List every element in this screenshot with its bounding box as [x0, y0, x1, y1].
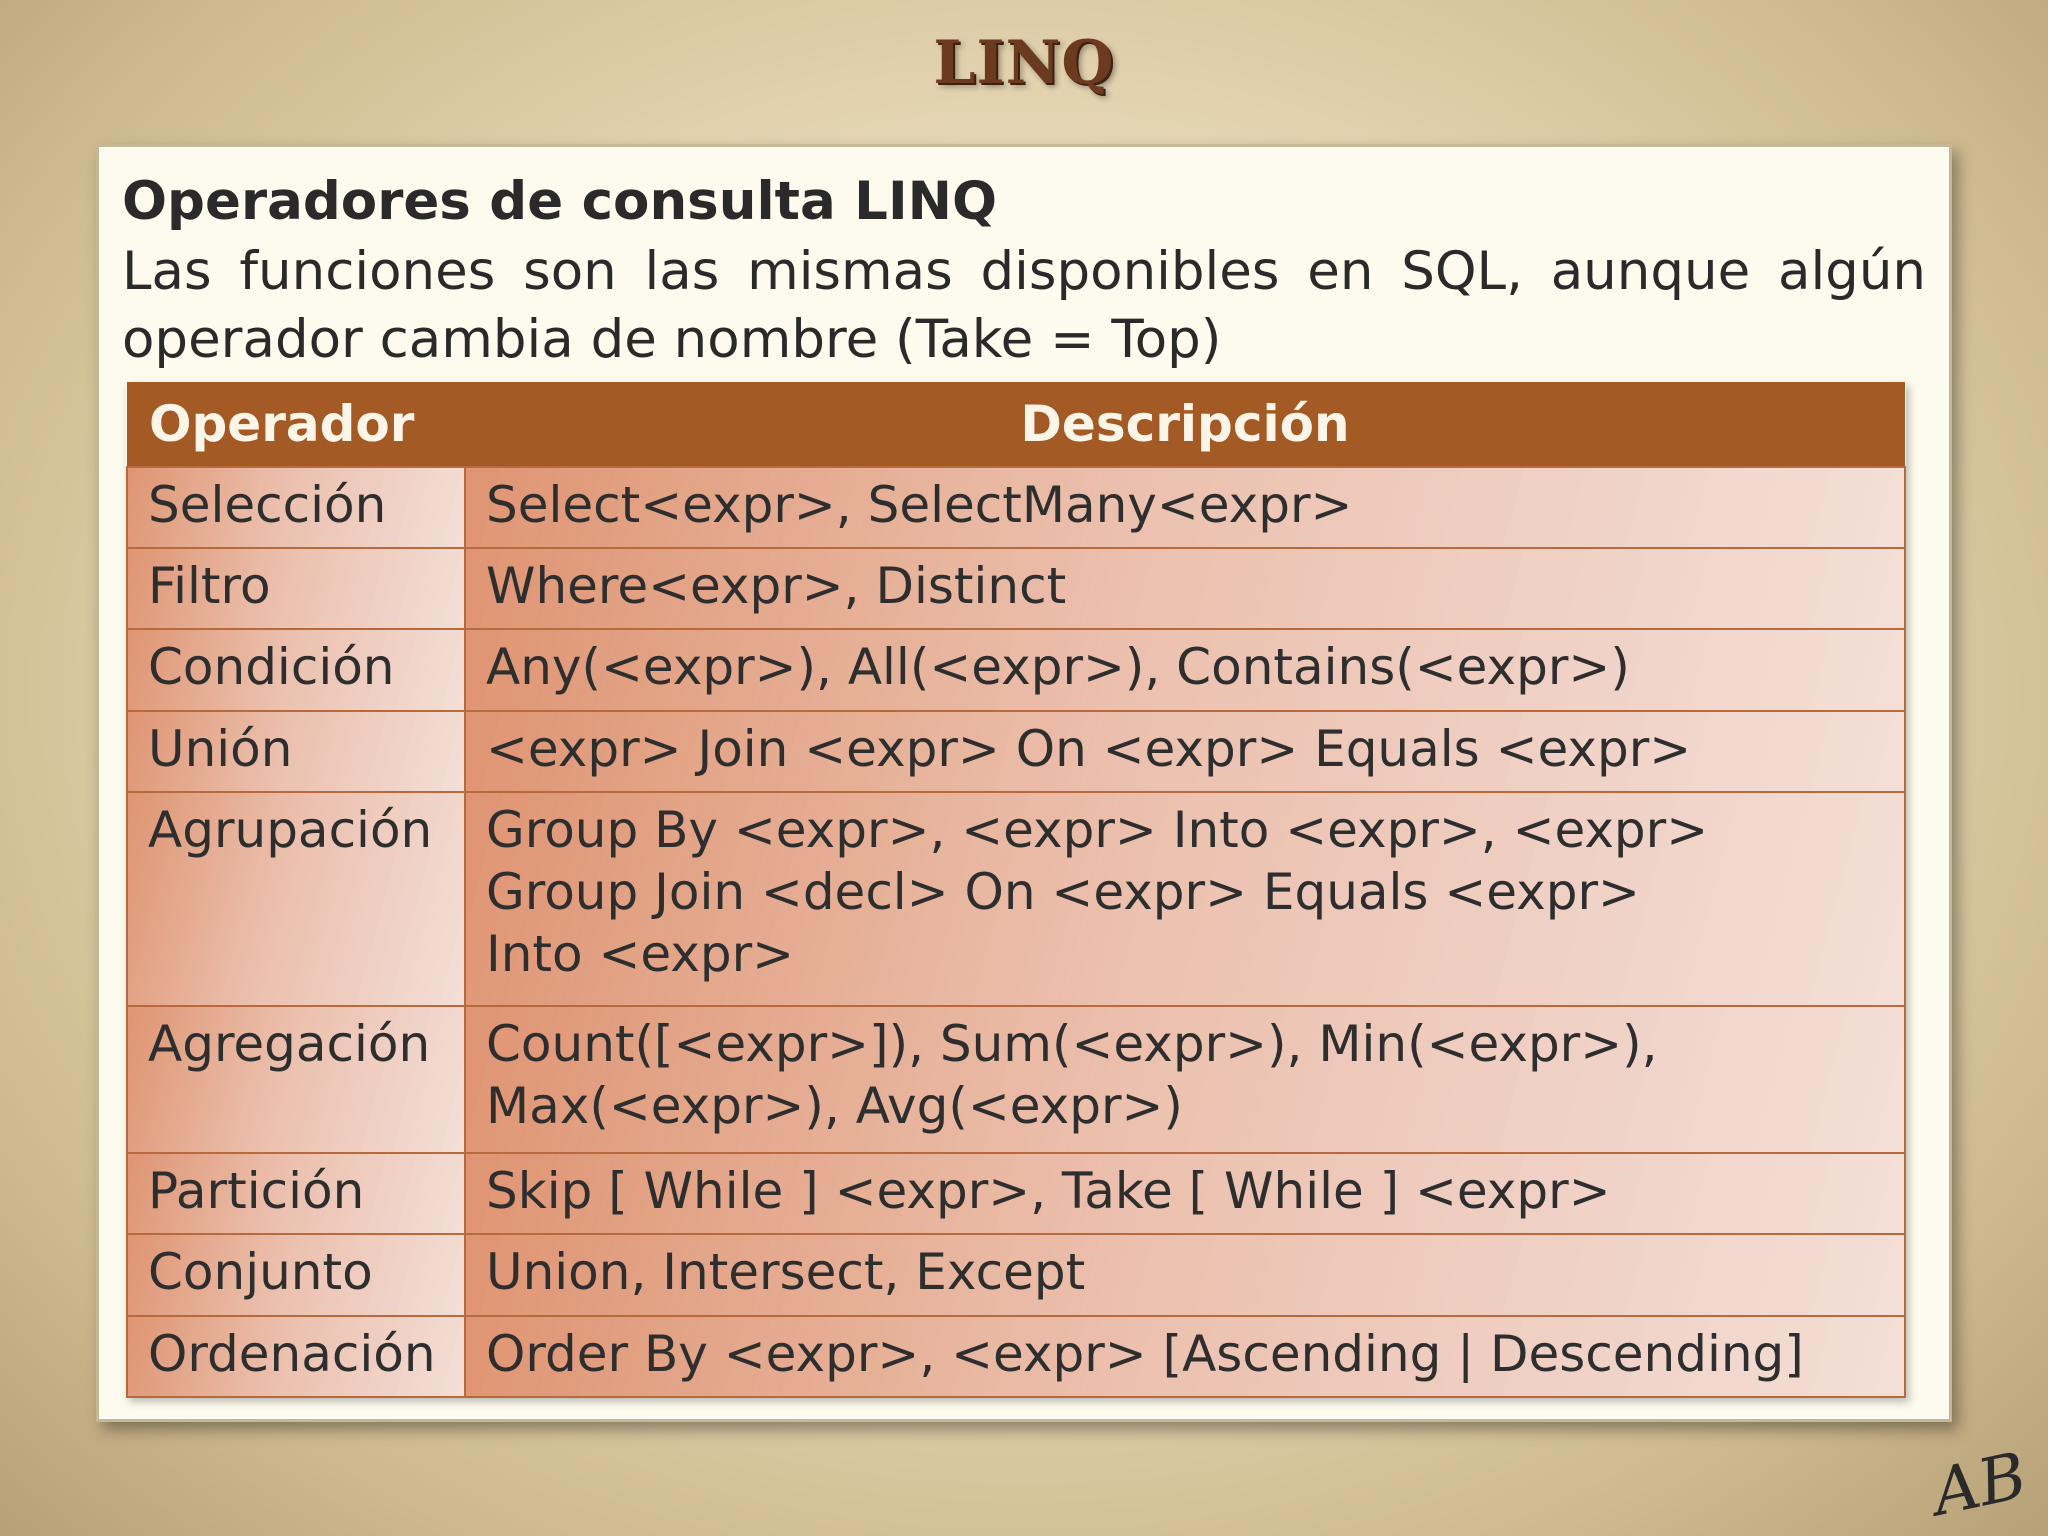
description-cell: [465, 1316, 1905, 1397]
operator-cell: Ordenación: [127, 1316, 465, 1397]
intro-text: Las funciones son las mismas disponibles en SQL, aunque algún operador cambia de nombre (Take = Top): [122, 241, 1926, 370]
operator-cell: Condición: [127, 629, 465, 710]
author-signature: AB: [1926, 1439, 2033, 1531]
operators-table: [126, 382, 1906, 1398]
description-cell: [465, 1234, 1905, 1315]
table-row: [127, 1234, 1905, 1315]
description-line: Into <expr>: [486, 924, 795, 983]
table-row: [127, 792, 1905, 1006]
description-line: <expr> Join <expr> On <expr> Equals <expr>: [486, 719, 1692, 778]
description-cell: [465, 711, 1905, 792]
table-header-row: [127, 382, 1905, 467]
description-line: Group Join <decl> On <expr> Equals <expr>: [486, 862, 1640, 921]
operator-cell: Partición: [127, 1153, 465, 1234]
description-cell: [465, 629, 1905, 710]
header-description: Descripción: [465, 382, 1905, 467]
table-row: [127, 711, 1905, 792]
operator-cell: Unión: [127, 711, 465, 792]
description-cell: [465, 1006, 1905, 1154]
table-row: [127, 1153, 1905, 1234]
slide-title: LINQ: [933, 28, 1115, 98]
description-cell: [465, 467, 1905, 548]
table-row: [127, 1006, 1905, 1154]
operator-cell: Conjunto: [127, 1234, 465, 1315]
table-row: [127, 467, 1905, 548]
operator-cell: Agrupación: [127, 792, 465, 1006]
operator-cell: Selección: [127, 467, 465, 548]
description-line: Count([<expr>]), Sum(<expr>), Min(<expr>),: [486, 1014, 1658, 1073]
description-line: Max(<expr>), Avg(<expr>): [486, 1076, 1183, 1135]
description-line: Group By <expr>, <expr> Into <expr>, <expr>: [486, 800, 1709, 859]
description-line: Order By <expr>, <expr> [Ascending | Descending]: [486, 1324, 1804, 1383]
table-row: [127, 1316, 1905, 1397]
header-operator: Operador: [127, 382, 465, 467]
description-cell: [465, 1153, 1905, 1234]
description-line: Select<expr>, SelectMany<expr>: [486, 476, 1353, 534]
description-line: Any(<expr>), All(<expr>), Contains(<expr>): [486, 638, 1630, 697]
table-row: [127, 629, 1905, 710]
operator-cell: Agregación: [127, 1006, 465, 1154]
operator-cell: Filtro: [127, 548, 465, 629]
description-line: Where<expr>, Distinct: [486, 557, 1067, 616]
description-line: Skip [ While ] <expr>, Take [ While ] <expr>: [486, 1162, 1611, 1221]
description-cell: [465, 548, 1905, 629]
table-body: [127, 467, 1905, 1397]
section-heading: Operadores de consulta LINQ: [122, 171, 998, 232]
description-cell: [465, 792, 1905, 1006]
table-row: [127, 548, 1905, 629]
description-line: Union, Intersect, Except: [486, 1243, 1086, 1302]
